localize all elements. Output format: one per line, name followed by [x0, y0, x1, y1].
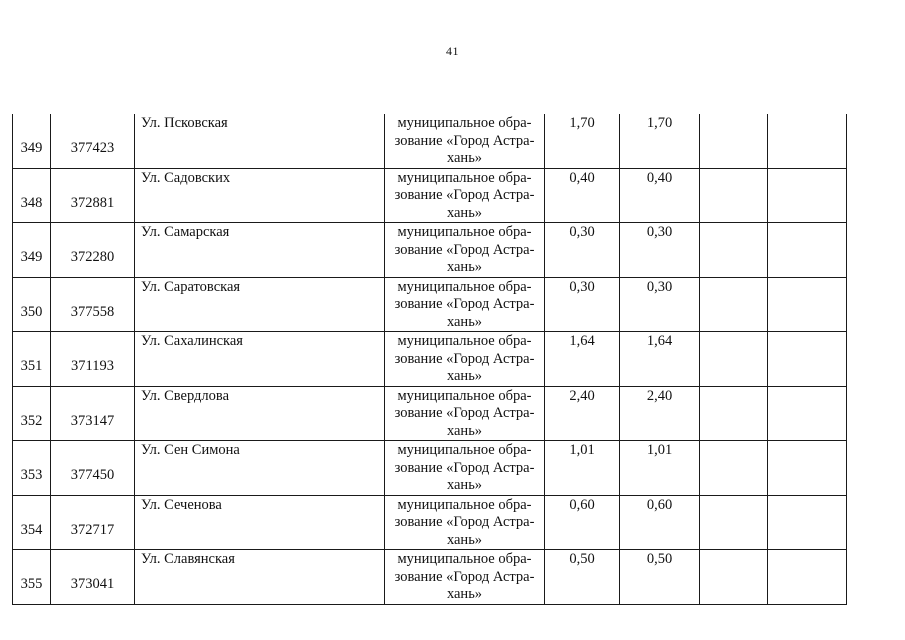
road-code: 377423	[51, 114, 135, 168]
table-row	[13, 277, 847, 332]
length-value-2: 2,40	[620, 386, 700, 441]
owner-line: зование «Город Астра-	[394, 132, 535, 149]
owner-line: хань»	[446, 422, 483, 439]
row-number: 352	[13, 386, 51, 441]
owner-line: муниципальное обра-	[397, 278, 532, 295]
table-row	[13, 332, 847, 387]
road-code: 372881	[51, 168, 135, 223]
length-value: 0,30	[545, 277, 620, 332]
length-value: 1,70	[545, 114, 620, 168]
empty-cell	[768, 168, 847, 223]
row-number: 349	[13, 223, 51, 278]
street-name: Ул. Саратовская	[135, 277, 385, 332]
empty-cell	[700, 277, 768, 332]
owner-line: муниципальное обра-	[397, 115, 532, 131]
length-value-2: 0,30	[620, 223, 700, 278]
owner-line: хань»	[446, 477, 483, 493]
street-name: Ул. Славянская	[135, 550, 385, 605]
row-number: 348	[13, 168, 51, 223]
length-value: 0,40	[545, 168, 620, 223]
length-value: 2,40	[545, 386, 620, 441]
owner-cell	[385, 277, 545, 332]
owner-line: зование «Город Астра-	[394, 568, 535, 585]
row-number: 351	[13, 332, 51, 387]
empty-cell	[700, 332, 768, 387]
empty-cell	[768, 223, 847, 278]
road-code: 377450	[51, 441, 135, 496]
owner-line: муниципальное обра-	[397, 224, 532, 240]
road-code: 373147	[51, 386, 135, 441]
street-name: Ул. Садовских	[135, 168, 385, 223]
owner-line: муниципальное обра-	[397, 496, 532, 513]
length-value: 0,60	[545, 495, 620, 550]
row-number: 355	[13, 550, 51, 605]
owner-cell	[385, 332, 545, 387]
owner-cell	[385, 223, 545, 278]
empty-cell	[700, 168, 768, 223]
row-number: 350	[13, 277, 51, 332]
owner-line: хань»	[446, 150, 483, 166]
road-code: 372717	[51, 495, 135, 550]
owner-line: зование «Город Астра-	[394, 459, 535, 476]
length-value-2: 0,60	[620, 495, 700, 550]
row-number: 349	[13, 114, 51, 168]
length-value-2: 0,40	[620, 168, 700, 223]
street-name: Ул. Сен Симона	[135, 441, 385, 496]
owner-line: муниципальное обра-	[397, 333, 532, 349]
length-value: 0,30	[545, 223, 620, 278]
empty-cell	[700, 441, 768, 496]
street-name: Ул. Сеченова	[135, 495, 385, 550]
empty-cell	[700, 223, 768, 278]
table-row	[13, 223, 847, 278]
owner-cell	[385, 550, 545, 605]
owner-cell	[385, 386, 545, 441]
table-body	[13, 114, 847, 604]
row-number: 353	[13, 441, 51, 496]
empty-cell	[768, 441, 847, 496]
empty-cell	[768, 332, 847, 387]
table-row	[13, 441, 847, 496]
owner-line: муниципальное обра-	[397, 169, 532, 186]
length-value-2: 0,50	[620, 550, 700, 605]
page-number: 41	[446, 44, 459, 58]
owner-line: зование «Город Астра-	[394, 350, 535, 367]
road-code: 377558	[51, 277, 135, 332]
empty-cell	[768, 277, 847, 332]
empty-cell	[700, 550, 768, 605]
owner-line: хань»	[446, 204, 483, 221]
length-value-2: 1,64	[620, 332, 700, 387]
owner-line: муниципальное обра-	[397, 442, 532, 458]
owner-line: зование «Город Астра-	[394, 187, 535, 203]
owner-line: муниципальное обра-	[397, 551, 532, 567]
table-row	[13, 168, 847, 223]
empty-cell	[768, 114, 847, 168]
empty-cell	[700, 495, 768, 550]
length-value: 1,64	[545, 332, 620, 387]
owner-line: хань»	[446, 259, 483, 275]
street-name: Ул. Самарская	[135, 223, 385, 278]
length-value-2: 1,70	[620, 114, 700, 168]
street-name: Ул. Сахалинская	[135, 332, 385, 387]
owner-line: хань»	[446, 531, 483, 548]
empty-cell	[768, 386, 847, 441]
empty-cell	[768, 550, 847, 605]
street-name: Ул. Псковская	[135, 114, 385, 168]
owner-line: зование «Город Астра-	[394, 514, 535, 530]
road-register-table	[12, 114, 847, 605]
empty-cell	[768, 495, 847, 550]
empty-cell	[700, 386, 768, 441]
table-row	[13, 386, 847, 441]
owner-line: зование «Город Астра-	[394, 405, 535, 421]
owner-line: зование «Город Астра-	[394, 296, 535, 312]
owner-line: хань»	[446, 368, 483, 384]
owner-cell	[385, 168, 545, 223]
table-row	[13, 550, 847, 605]
empty-cell	[700, 114, 768, 168]
row-number: 354	[13, 495, 51, 550]
owner-cell	[385, 441, 545, 496]
owner-line: муниципальное обра-	[397, 387, 532, 404]
road-code: 373041	[51, 550, 135, 605]
table-row	[13, 114, 847, 168]
owner-line: хань»	[446, 586, 483, 602]
length-value: 1,01	[545, 441, 620, 496]
length-value-2: 1,01	[620, 441, 700, 496]
road-code: 372280	[51, 223, 135, 278]
length-value: 0,50	[545, 550, 620, 605]
owner-line: зование «Город Астра-	[394, 241, 535, 258]
owner-line: хань»	[446, 313, 483, 330]
table-row	[13, 495, 847, 550]
owner-cell	[385, 495, 545, 550]
street-name: Ул. Свердлова	[135, 386, 385, 441]
road-code: 371193	[51, 332, 135, 387]
length-value-2: 0,30	[620, 277, 700, 332]
owner-cell	[385, 114, 545, 168]
